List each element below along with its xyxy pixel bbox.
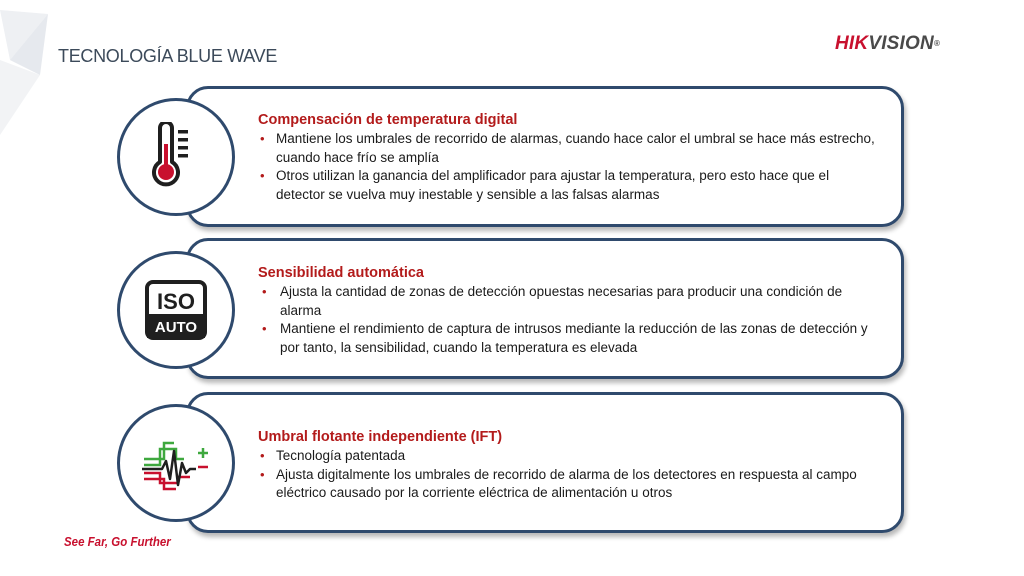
bullet-list	[258, 130, 878, 204]
icon-circle-temperature	[117, 98, 235, 216]
feature-text-temperature	[258, 110, 878, 204]
logo-registered-mark: ®	[933, 39, 941, 48]
list-item	[258, 167, 878, 204]
bullet-list	[258, 447, 878, 503]
bullet-text: Ajusta digitalmente los umbrales de recorrido de alarma de los detectores en respuesta al campo eléctrico causado por la corriente eléctrica de alimentación u otros	[276, 466, 857, 500]
feature-text-sensitivity	[258, 263, 878, 357]
bullet-icon: •	[260, 466, 265, 482]
iso-label: ISO	[157, 289, 195, 314]
footer-tagline: See Far, Go Further	[64, 535, 171, 549]
iso-auto-icon	[144, 279, 208, 341]
icon-circle-sensitivity	[117, 251, 235, 369]
bullet-list	[258, 283, 878, 357]
icon-circle-ift	[117, 404, 235, 522]
floating-threshold-icon	[140, 433, 212, 493]
bullet-icon: •	[260, 168, 265, 183]
brand-logo	[835, 33, 940, 55]
bullet-icon: •	[262, 284, 267, 299]
feature-heading: Sensibilidad automática	[258, 265, 424, 281]
list-item	[258, 130, 878, 167]
feature-text-ift	[258, 427, 878, 503]
list-item	[258, 466, 878, 503]
bullet-icon: •	[262, 321, 267, 336]
bullet-text: Ajusta la cantidad de zonas de detección opuestas necesarias para producir una condición de alarma	[280, 284, 843, 318]
list-item	[258, 447, 878, 466]
feature-heading: Compensación de temperatura digital	[258, 112, 518, 128]
feature-heading: Umbral flotante independiente (IFT)	[258, 429, 503, 445]
corner-decoration	[0, 0, 60, 140]
bullet-icon: •	[260, 448, 265, 463]
bullet-text: Mantiene el rendimiento de captura de intrusos mediante la reducción de las zonas de detección y por tanto, la sensibilidad, cuando la temperatura es elevada	[280, 321, 868, 355]
page-title: TECNOLOGÍA BLUE WAVE	[58, 46, 278, 66]
thermometer-icon	[144, 122, 208, 192]
bullet-icon: •	[260, 131, 265, 146]
list-item	[258, 283, 878, 320]
bullet-text: Tecnología patentada	[276, 448, 406, 463]
list-item	[258, 320, 878, 357]
logo-hik-text: HIK	[835, 33, 869, 54]
bullet-text: Mantiene los umbrales de recorrido de alarmas, cuando hace calor el umbral se hace más estrecho, cuando hace frío se amplía	[276, 131, 875, 165]
bullet-text: Otros utilizan la ganancia del amplificador para ajustar la temperatura, pero esto hace que el detector se vuelva muy inestable y sensible a las falsas alarmas	[276, 168, 830, 202]
logo-vision-text: VISION	[868, 33, 934, 54]
auto-label: AUTO	[154, 319, 198, 336]
